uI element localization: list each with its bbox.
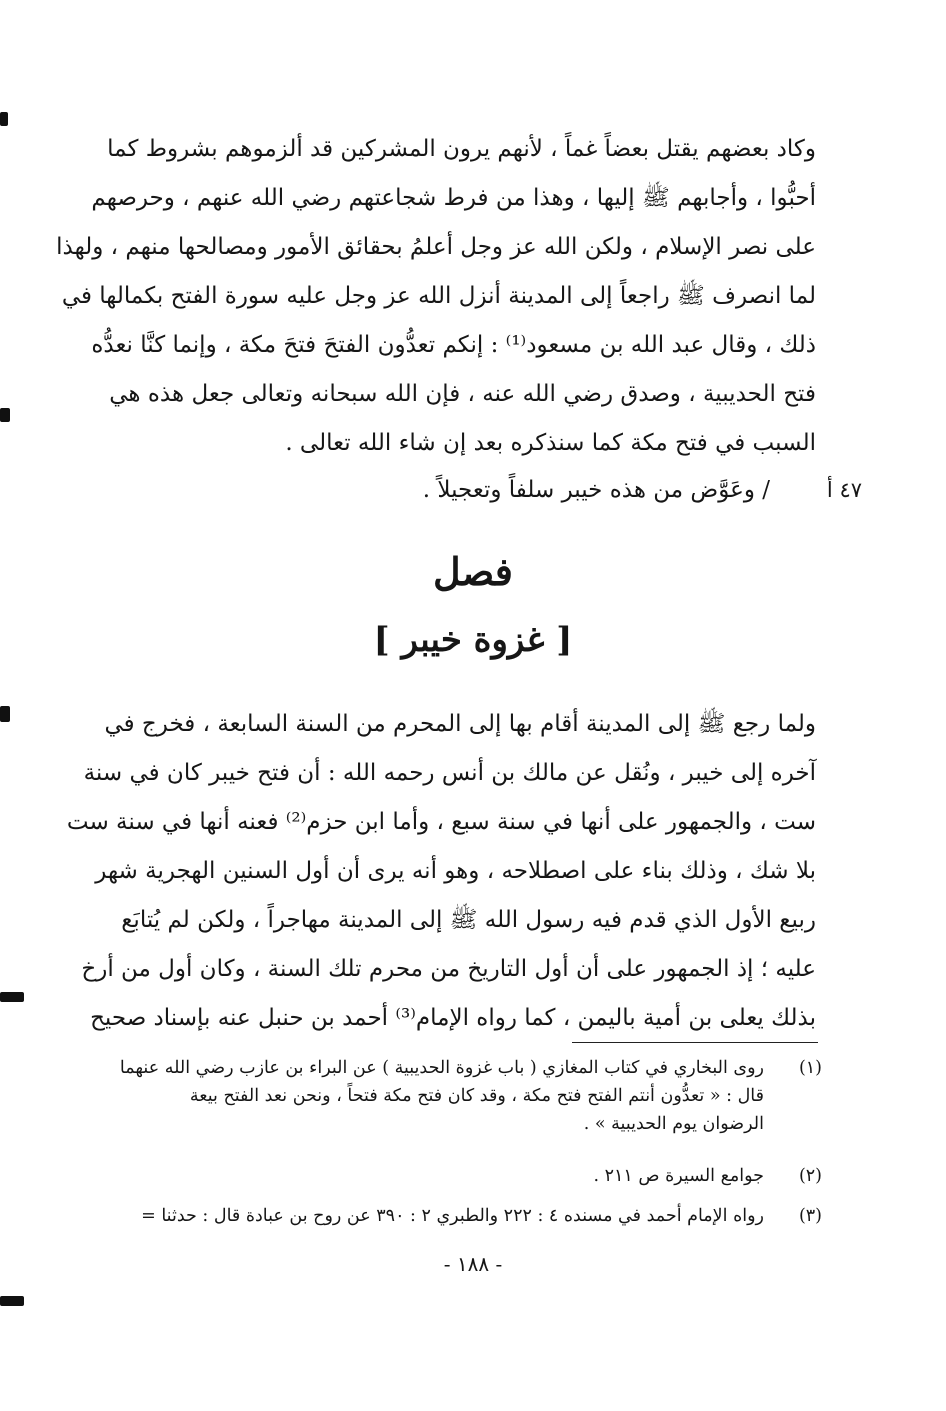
text-line: بذلك يعلى بن أمية باليمن ، كما رواه الإمام⁽³⁾ أحمد بن حنبل عنه بإسناد صحيح [90, 1005, 816, 1031]
footnote-number: (١) [798, 1058, 822, 1078]
scan-edge-mark [0, 992, 24, 1002]
footnote-line: روى البخاري في كتاب المغازي ( باب غزوة الحديبية ) عن البراء بن عازب رضي الله عنهما [119, 1058, 764, 1078]
scan-edge-mark [0, 408, 10, 422]
footnote-1 [110, 1054, 822, 1138]
text-line: فتح الحديبية ، وصدق رضي الله عنه ، فإن الله سبحانه وتعالى جعل هذه هي [109, 381, 816, 407]
section-subtitle: [ غزوة خيبر ] [373, 620, 573, 660]
text-line: ربيع الأول الذي قدم فيه رسول الله ﷺ إلى المدينة مهاجراً ، ولكن لم يُتابَع [121, 907, 816, 933]
text-line: وكاد بعضهم يقتل بعضاً غماً ، لأنهم يرون المشركين قد ألزموهم بشروط كما [107, 136, 816, 162]
footnote-text [110, 1202, 764, 1230]
footnote-2 [110, 1162, 822, 1190]
text-line: / وعَوَّض من هذه خيبر سلفاً وتعجيلاً . [422, 477, 770, 503]
footnote-text [110, 1162, 764, 1190]
footnote-line: جوامع السيرة ص ٢١١ . [593, 1166, 764, 1186]
text-line: بلا شك ، وذلك بناء على اصطلاحه ، وهو أنه يرى أن أول السنين الهجرية شهر [95, 858, 816, 884]
footnote-3 [110, 1202, 822, 1230]
manuscript-folio-note: ٤٧ أ [826, 478, 862, 502]
text-line: آخره إلى خيبر ، ونُقل عن مالك بن أنس رحمه الله : أن فتح خيبر كان في سنة [83, 760, 816, 786]
section-title: فصل [433, 549, 513, 594]
text-line: أحبُّوا ، وأجابهم ﷺ إليها ، وهذا من فرط شجاعتهم رضي الله عنهم ، وحرصهم [91, 185, 816, 211]
text-line: عليه ؛ إذ الجمهور على أن أول التاريخ من محرم تلك السنة ، وكان أول من أرخ [81, 956, 816, 982]
body-paragraph-1 [56, 125, 816, 468]
footnote-number: (٢) [798, 1166, 822, 1186]
scan-edge-mark [0, 112, 8, 126]
footnote-line: رواه الإمام أحمد في مسنده ٤ : ٢٢٢ والطبري ٢ : ٣٩٠ عن روح بن عبادة قال : حدثنا = [141, 1206, 764, 1226]
page-number: - ١٨٨ - [443, 1252, 503, 1276]
text-line: السبب في فتح مكة كما سنذكره بعد إن شاء الله تعالى . [285, 430, 816, 456]
text-line: ذلك ، وقال عبد الله بن مسعود⁽¹⁾ : إنكم تعدُّون الفتحَ فتحَ مكة ، وإنما كنَّا نعدُّه [91, 332, 816, 358]
text-line: ست ، والجمهور على أنها في سنة سبع ، وأما ابن حزم⁽²⁾ فعنه أنها في سنة ست [66, 809, 816, 835]
footnote-text [110, 1054, 764, 1138]
text-line: على نصر الإسلام ، ولكن الله عز وجل أعلمُ بحقائق الأمور ومصالحها منهم ، ولهذا [56, 234, 816, 260]
footnote-separator [572, 1042, 818, 1043]
scan-edge-mark [0, 1296, 24, 1306]
footnote-number: (٣) [798, 1206, 822, 1226]
body-paragraph-2 [66, 700, 816, 1043]
footnote-line: قال : « تعدُّون أنتم الفتح فتح مكة ، وقد كان فتح مكة فتحاً ، ونحن نعد الفتح بيعة [189, 1086, 764, 1106]
text-line: لما انصرف ﷺ راجعاً إلى المدينة أنزل الله عز وجل عليه سورة الفتح بكمالها في [61, 283, 816, 309]
footnote-line: الرضوان يوم الحديبية » . [583, 1114, 764, 1134]
text-line: ولما رجع ﷺ إلى المدينة أقام بها إلى المحرم من السنة السابعة ، فخرج في [104, 711, 816, 737]
scan-edge-mark [0, 706, 10, 722]
